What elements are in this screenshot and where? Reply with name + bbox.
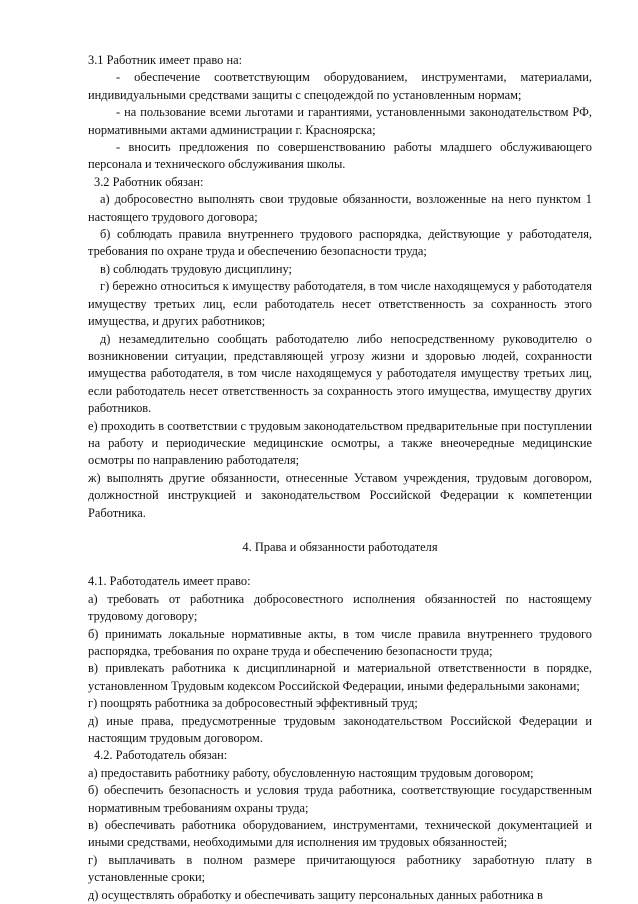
section-3-2-item-zh: ж) выполнять другие обязанности, отнесенные Уставом учреждения, трудовым договором, должностной инструкцией и законодательством Российской Федерации к компетенции Работника. (88, 470, 592, 520)
section-3-2-item-d: д) незамедлительно сообщать работодателю либо непосредственному руководителю о возникновении ситуации, представляющей угрозу жизни и здоровью людей, сохранности имущества работодателя, в том числе находящемуся у работодателя имуществу третьих лиц, если работодатель несет ответственность за сохранность этого имущества, имуществу других работников. (88, 331, 592, 416)
section-3-2-item-g: г) бережно относиться к имуществу работодателя, в том числе находящемуся у работодателя имуществу третьих лиц, если работодатель несет ответственность за сохранность этого имущества, и других работников; (88, 279, 592, 329)
section-4-1-title: 4.1. Работодатель имеет право: (88, 574, 251, 589)
section-4-1-item-g: г) поощрять работника за добросовестный эффективный труд; (88, 696, 418, 711)
section-4-2-title: 4.2. Работодатель обязан: (94, 748, 228, 763)
section-4-2-item-v: в) обеспечивать работника оборудованием, инструментами, технической документацией и иными средствами, необходимыми для исполнения им трудовых обязанностей; (88, 818, 592, 850)
section-4-2-item-g: г) выплачивать в полном размере причитающуюся работнику заработную плату в установленные сроки; (88, 852, 592, 885)
section-4-1-item-b: б) принимать локальные нормативные акты, в том числе правила внутреннего трудового распорядка, требования по охране труда и обеспечению безопасности труда; (88, 626, 592, 658)
spacer (88, 556, 592, 573)
section-3-2-item-v: в) соблюдать трудовую дисциплину; (100, 261, 292, 276)
section-4-1-item-v: в) привлекать работника к дисциплинарной и материальной ответственности в порядке, установленном Трудовым кодексом Российской Федерации, иными федеральными законами; (88, 661, 592, 693)
section-4-2-item-b: б) обеспечить безопасность и условия труда работника, соответствующие государственным нормативным требованиям охраны труда; (88, 783, 592, 815)
section-3-2-item-b: б) соблюдать правила внутреннего трудового распорядка, действующие у работодателя, требования по охране труда и обеспечению безопасности труда; (88, 227, 592, 259)
section-3-2-item-e: е) проходить в соответствии с трудовым законодательством предварительные при поступлении на работу и периодические медицинские осмотры, а также внеочередные медицинские осмотры по направлению работодателя; (88, 418, 592, 468)
section-4-2-item-d: д) осуществлять обработку и обеспечивать защиту персональных данных работника в (88, 887, 543, 902)
section-3-2-item-a: а) добросовестно выполнять свои трудовые обязанности, возложенные на него пунктом 1 настоящего трудового договора; (88, 192, 592, 224)
document-page (88, 52, 592, 904)
section-3-1-item-2: - на пользование всеми льготами и гарантиями, установленными законодательством РФ, нормативными актами администрации г. Красноярска; (88, 105, 592, 137)
section-4-heading: 4. Права и обязанности работодателя (242, 539, 438, 554)
section-3-2-title: 3.2 Работник обязан: (94, 174, 204, 189)
section-4-2-item-a: а) предоставить работнику работу, обусловленную настоящим трудовым договором; (88, 765, 534, 780)
section-4-1-item-d: д) иные права, предусмотренные трудовым законодательством Российской Федерации и настоящим трудовым договором. (88, 713, 592, 746)
section-4-1-item-a: а) требовать от работника добросовестного исполнения обязанностей по настоящему трудовому договору; (88, 591, 592, 624)
spacer (88, 522, 592, 539)
section-3-1-item-3: - вносить предложения по совершенствованию работы младшего обслуживающего персонала и технического обслуживания школы. (88, 140, 592, 172)
section-3-1-title: 3.1 Работник имеет право на: (88, 53, 243, 67)
section-3-1-item-1: - обеспечение соответствующим оборудованием, инструментами, материалами, индивидуальными средствами защиты с спецодеждой по установленным нормам; (88, 70, 592, 102)
